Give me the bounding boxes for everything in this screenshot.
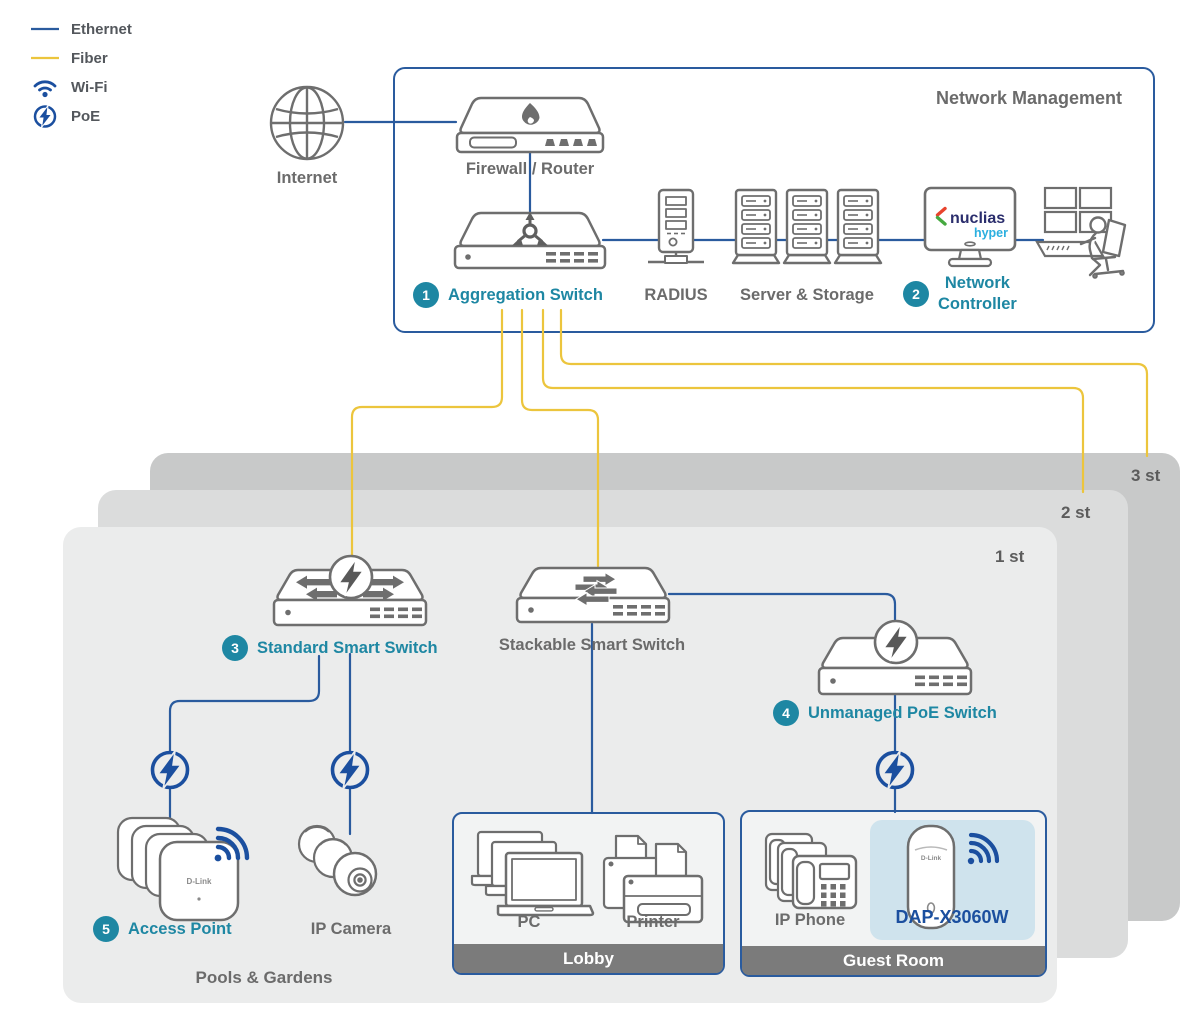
admin-workstation-icon <box>1035 180 1150 280</box>
dlink-logo-text: D-Link <box>920 855 942 862</box>
legend-label: Wi-Fi <box>71 78 108 96</box>
pc-label: PC <box>517 913 541 931</box>
legend-label: Ethernet <box>71 20 132 38</box>
dap-x3060w-label: DAP-X3060W <box>895 907 1009 927</box>
badge-4: 4 <box>773 700 799 726</box>
fiber-link-aggregation-standard <box>352 310 502 556</box>
poe-injector-icon <box>325 745 375 795</box>
floor-label-1: 1 st <box>995 547 1025 566</box>
legend-item-ethernet <box>30 18 132 40</box>
network-controller-label-line1: Network <box>944 274 1010 292</box>
lobby-room-footer: Lobby <box>454 944 723 973</box>
legend-item-fiber <box>30 47 132 69</box>
poe-icon <box>30 103 60 130</box>
standard-smart-switch-label: Standard Smart Switch <box>257 638 438 657</box>
ethernet-line-icon <box>30 26 60 32</box>
legend <box>30 18 132 127</box>
badge-5: 5 <box>93 916 119 942</box>
aggregation-switch-icon <box>450 208 610 272</box>
stackable-smart-switch-icon <box>508 560 678 626</box>
poe-circle-icon <box>330 556 372 598</box>
poe-injector-icon <box>145 745 195 795</box>
floor-label-2: 2 st <box>1061 503 1091 522</box>
poe-circle-icon <box>875 621 917 663</box>
firewall-router-icon <box>450 92 610 158</box>
wifi-icon <box>30 76 60 98</box>
server-storage-icon <box>730 186 885 270</box>
badge-1: 1 <box>413 282 439 308</box>
firewall-router-label: Firewall / Router <box>465 160 595 178</box>
legend-label: Fiber <box>71 49 108 67</box>
access-point-caption <box>93 916 232 942</box>
pc-icon <box>466 826 596 926</box>
network-controller-caption <box>903 273 1017 315</box>
fiber-link-aggregation-floor3 <box>561 310 1147 456</box>
ip-phone-icon <box>760 826 866 910</box>
standard-smart-switch-icon <box>265 550 435 630</box>
standard-smart-switch-caption <box>222 635 438 661</box>
printer-label: Printer <box>626 913 680 931</box>
internet-label: Internet <box>276 169 338 187</box>
wifi-signal-icon <box>212 824 254 864</box>
ip-camera-label: IP Camera <box>310 920 392 938</box>
fiber-link-aggregation-floor2 <box>543 310 1083 492</box>
legend-item-wifi <box>30 76 132 98</box>
network-controller-label-line2: Controller <box>938 295 1017 313</box>
access-point-label: Access Point <box>128 919 232 938</box>
guest-room-footer: Guest Room <box>742 946 1045 975</box>
ip-camera-icon <box>295 818 415 918</box>
internet-globe-icon <box>268 84 346 162</box>
floor-label-3: 3 st <box>1131 466 1161 485</box>
nuclias-brand-text: nuclias <box>950 210 1006 227</box>
ip-phone-label: IP Phone <box>774 911 846 929</box>
radius-label: RADIUS <box>644 286 708 304</box>
printer-icon <box>598 830 710 926</box>
network-controller-monitor-icon <box>920 183 1020 286</box>
network-management-title: Network Management <box>935 88 1122 108</box>
radius-server-icon <box>640 186 712 270</box>
fiber-line-icon <box>30 55 60 61</box>
aggregation-switch-caption <box>413 282 603 308</box>
badge-2: 2 <box>903 281 929 307</box>
poe-injector-icon <box>870 745 920 795</box>
unmanaged-poe-switch-caption <box>773 700 997 726</box>
legend-item-poe <box>30 105 132 127</box>
stackable-smart-switch-label: Stackable Smart Switch <box>498 636 686 654</box>
badge-3: 3 <box>222 635 248 661</box>
server-storage-label: Server & Storage <box>740 286 874 304</box>
nuclias-sub-text: hyper <box>973 226 1008 240</box>
aggregation-switch-label: Aggregation Switch <box>448 285 603 304</box>
wifi-signal-icon <box>966 830 1006 866</box>
legend-label: PoE <box>71 107 101 125</box>
dlink-logo-text: D-Link <box>186 877 212 886</box>
pools-gardens-label: Pools & Gardens <box>195 968 333 987</box>
unmanaged-poe-switch-icon <box>810 614 980 698</box>
unmanaged-poe-switch-label: Unmanaged PoE Switch <box>808 703 997 722</box>
